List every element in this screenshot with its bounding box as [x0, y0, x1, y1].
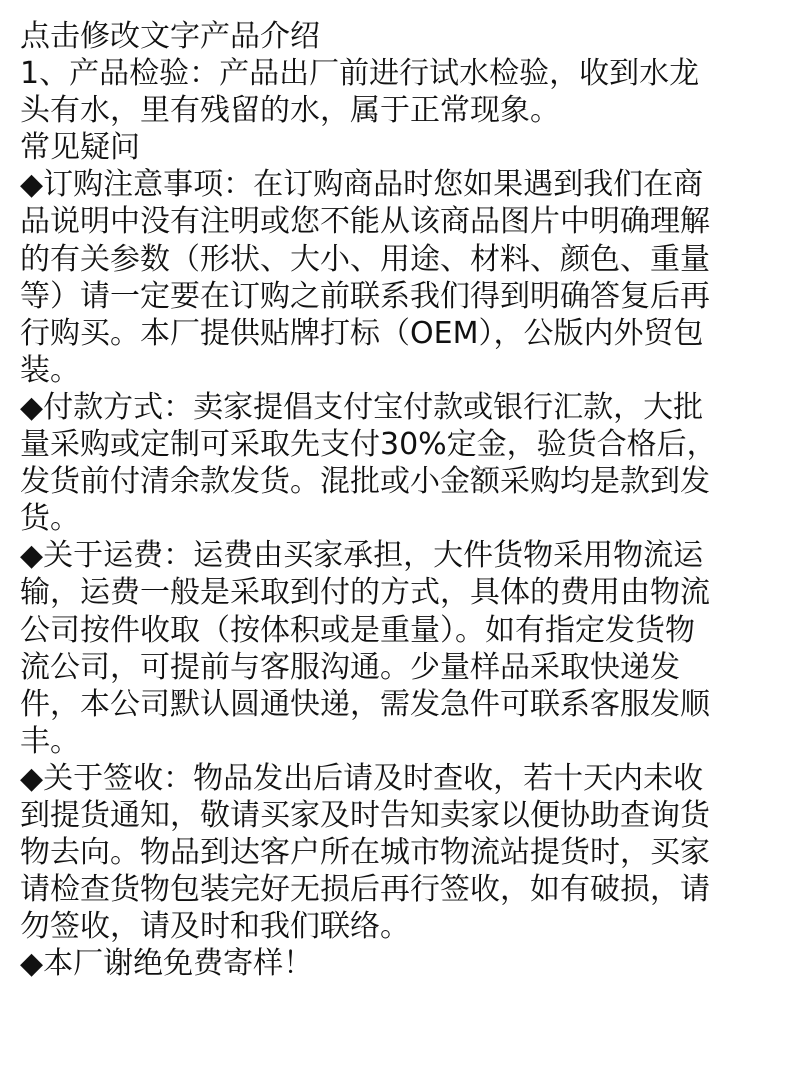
text-line: 常见疑问 — [20, 130, 140, 166]
text-line: 点击修改文字产品介绍 — [20, 19, 320, 54]
text-line: 物去向。物品到达客户所在城市物流站提货时，买家 — [20, 835, 710, 871]
text-line: 1、产品检验：产品出厂前进行试水检验，收到水龙 — [20, 56, 700, 92]
text-line: ◆付款方式：卖家提倡支付宝付款或银行汇款，大批 — [20, 389, 704, 425]
text-line: 到提货通知，敬请买家及时告知卖家以便协助查询货 — [20, 797, 710, 833]
text-line: 装。 — [20, 352, 80, 388]
text-line: ◆订购注意事项：在订购商品时您如果遇到我们在商 — [20, 167, 704, 203]
text-line: 请检查货物包装完好无损后再行签收，如有破损，请 — [20, 872, 710, 908]
text-line: 量采购或定制可采取先支付30%定金，验货合格后， — [20, 427, 717, 463]
text-line: 行购买。本厂提供贴牌打标（OEM），公版内外贸包 — [20, 315, 704, 351]
text-line: 丰。 — [20, 723, 80, 759]
text-line: 的有关参数（形状、大小、用途、材料、颜色、重量 — [20, 241, 710, 277]
text-line: ◆本厂谢绝免费寄样！ — [20, 946, 314, 982]
text-line: 勿签收，请及时和我们联络。 — [20, 909, 410, 945]
text-line: 输，运费一般是采取到付的方式，具体的费用由物流 — [20, 575, 710, 611]
text-line: 等）请一定要在订购之前联系我们得到明确答复后再 — [20, 278, 710, 314]
text-line: ◆关于签收：物品发出后请及时查收，若十天内未收 — [20, 760, 704, 796]
text-line: 品说明中没有注明或您不能从该商品图片中明确理解 — [20, 204, 710, 240]
text-line: 公司按件收取（按体积或是重量）。如有指定发货物 — [20, 612, 695, 648]
text-line: 件，本公司默认圆通快递，需发急件可联系客服发顺 — [20, 686, 710, 722]
text-line: 发货前付清余款发货。混批或小金额采购均是款到发 — [20, 464, 710, 500]
text-line: 流公司，可提前与客服沟通。少量样品采取快递发 — [20, 649, 680, 685]
text-line: ◆关于运费：运费由买家承担，大件货物采用物流运 — [20, 538, 704, 574]
text-line: 货。 — [20, 501, 80, 537]
text-line: 头有水，里有残留的水，属于正常现象。 — [20, 93, 560, 129]
